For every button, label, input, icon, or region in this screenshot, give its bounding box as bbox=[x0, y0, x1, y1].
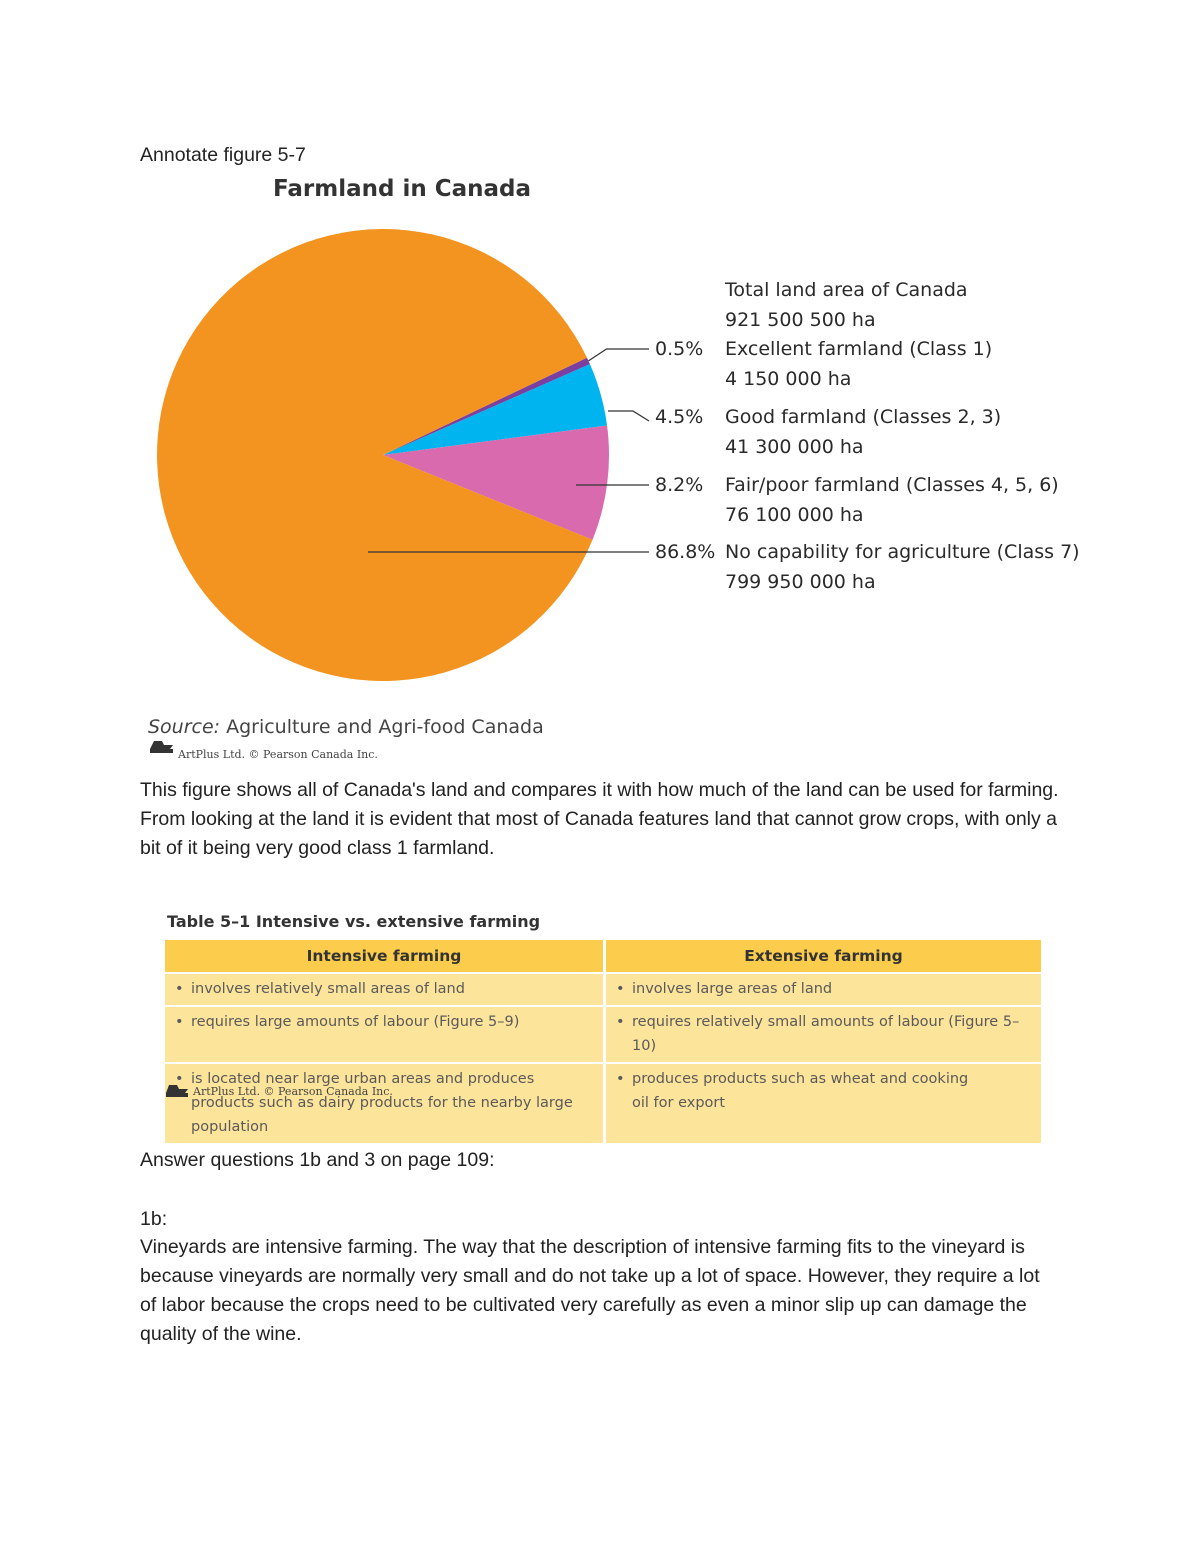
farming-comparison-table bbox=[165, 940, 1041, 1145]
table-cell: • requires large amounts of labour (Figure 5–9) bbox=[165, 1006, 605, 1063]
slice-name-label: Fair/poor farmland (Classes 4, 5, 6) bbox=[725, 474, 1059, 496]
table-header-row bbox=[165, 940, 1041, 973]
table-cell: • produces products such as wheat and cooking oil for export bbox=[605, 1063, 1042, 1144]
table-cell: • requires relatively small amounts of labour (Figure 5–10) bbox=[605, 1006, 1042, 1063]
source-text: Agriculture and Agri-food Canada bbox=[226, 716, 544, 738]
slice-area-label: 76 100 000 ha bbox=[725, 504, 864, 526]
leader-line bbox=[608, 411, 649, 421]
table-row bbox=[165, 1006, 1041, 1063]
table-credit bbox=[165, 1085, 393, 1098]
total-value: 921 500 500 ha bbox=[725, 309, 876, 331]
table-credit-text: ArtPlus Ltd. © Pearson Canada Inc. bbox=[193, 1085, 393, 1098]
slice-area-label: 799 950 000 ha bbox=[725, 571, 876, 593]
header-intensive: Intensive farming bbox=[165, 940, 605, 973]
slice-percent-label: 0.5% bbox=[655, 338, 704, 360]
table-cell: • involves large areas of land bbox=[605, 973, 1042, 1006]
slice-percent-label: 8.2% bbox=[655, 474, 704, 496]
table-cell: • involves relatively small areas of land bbox=[165, 973, 605, 1006]
table-title: Table 5–1 Intensive vs. extensive farming bbox=[167, 912, 541, 931]
table-row bbox=[165, 1063, 1041, 1144]
slice-area-label: 4 150 000 ha bbox=[725, 368, 852, 390]
source-prefix: Source: bbox=[148, 716, 221, 738]
leader-line bbox=[588, 349, 649, 361]
pie-slices bbox=[157, 229, 609, 681]
figure-description: This figure shows all of Canada's land and compares it with how much of the land can be used for farming. From looking at the land it is evident that most of Canada features land that cannot grow crops, with only a bit of it being very good class 1 farmland. bbox=[140, 779, 1059, 859]
comparison-table bbox=[165, 940, 1041, 1145]
publisher-logo-icon bbox=[150, 741, 173, 753]
slice-area-label: 41 300 000 ha bbox=[725, 436, 864, 458]
questions-line: Answer questions 1b and 3 on page 109: bbox=[140, 1149, 495, 1171]
question-label: 1b: bbox=[140, 1208, 168, 1230]
table-row bbox=[165, 973, 1041, 1006]
slice-name-label: Good farmland (Classes 2, 3) bbox=[725, 406, 1002, 428]
heading-annotate-figure: Annotate figure 5-7 bbox=[140, 144, 306, 166]
header-extensive: Extensive farming bbox=[605, 940, 1042, 973]
chart-source bbox=[148, 716, 544, 738]
farmland-pie-chart bbox=[140, 165, 1100, 765]
table-cell: • is located near large urban areas and produces products such as dairy products for the nearby large population bbox=[165, 1063, 605, 1144]
total-label: Total land area of Canada bbox=[725, 279, 968, 301]
chart-title: Farmland in Canada bbox=[273, 176, 531, 202]
slice-name-label: Excellent farmland (Class 1) bbox=[725, 338, 993, 360]
slice-percent-label: 86.8% bbox=[655, 541, 716, 563]
slice-percent-label: 4.5% bbox=[655, 406, 704, 428]
slice-name-label: No capability for agriculture (Class 7) bbox=[725, 541, 1080, 563]
answer-paragraph: Vineyards are intensive farming. The way that the description of intensive farming fits to the vineyard is because vineyards are normally very small and do not take up a lot of space. However, they require a lot of labor because the crops need to be cultivated very carefully as even a minor slip up can damage the quality of the wine. bbox=[140, 1236, 1040, 1345]
chart-credit: ArtPlus Ltd. © Pearson Canada Inc. bbox=[178, 748, 378, 761]
slice-labels bbox=[655, 338, 1080, 593]
publisher-logo-icon bbox=[165, 1085, 189, 1098]
pie-chart-svg bbox=[140, 165, 1100, 765]
